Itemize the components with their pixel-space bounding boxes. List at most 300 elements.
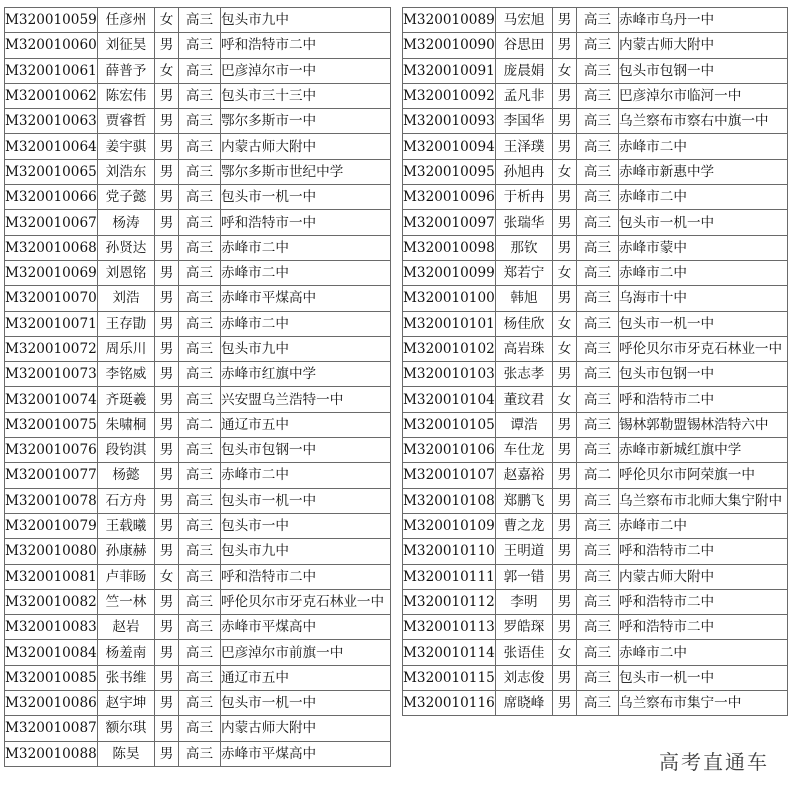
- cell-name: 谷思田: [496, 33, 553, 58]
- cell-name: 李明: [496, 589, 553, 614]
- table-row: [403, 235, 788, 260]
- cell-id: M320010104: [403, 387, 496, 412]
- cell-name: 席晓峰: [496, 691, 553, 716]
- cell-grade: 高三: [179, 185, 221, 210]
- cell-gender: 男: [155, 336, 179, 361]
- cell-gender: 男: [155, 260, 179, 285]
- cell-gender: 男: [155, 716, 179, 741]
- cell-grade: 高三: [577, 640, 619, 665]
- cell-gender: 男: [155, 665, 179, 690]
- cell-grade: 高三: [577, 362, 619, 387]
- cell-grade: 高三: [577, 235, 619, 260]
- cell-gender: 男: [553, 412, 577, 437]
- cell-grade: 高三: [577, 8, 619, 33]
- table-row: [5, 387, 391, 412]
- table-row: [5, 311, 391, 336]
- cell-grade: 高三: [577, 33, 619, 58]
- cell-grade: 高三: [179, 438, 221, 463]
- cell-name: 卢菲旸: [98, 564, 155, 589]
- cell-school: 赤峰市二中: [221, 311, 391, 336]
- cell-id: M320010088: [5, 741, 98, 766]
- cell-id: M320010096: [403, 185, 496, 210]
- table-row: [403, 58, 788, 83]
- cell-name: 罗皓琛: [496, 615, 553, 640]
- cell-school: 包头市一机一中: [619, 665, 788, 690]
- cell-name: 董玟君: [496, 387, 553, 412]
- cell-id: M320010111: [403, 564, 496, 589]
- cell-id: M320010100: [403, 286, 496, 311]
- cell-school: 呼和浩特市二中: [619, 539, 788, 564]
- table-row: [403, 463, 788, 488]
- cell-name: 杨羞南: [98, 640, 155, 665]
- cell-school: 包头市一机一中: [619, 311, 788, 336]
- cell-gender: 男: [553, 691, 577, 716]
- cell-gender: 男: [155, 691, 179, 716]
- table-row: [403, 412, 788, 437]
- table-row: [403, 691, 788, 716]
- cell-name: 额尔琪: [98, 716, 155, 741]
- cell-school: 包头市包钢一中: [619, 58, 788, 83]
- cell-grade: 高三: [577, 134, 619, 159]
- table-row: [5, 463, 391, 488]
- cell-school: 包头市九中: [221, 539, 391, 564]
- cell-grade: 高三: [179, 109, 221, 134]
- cell-name: 韩旭: [496, 286, 553, 311]
- cell-id: M320010074: [5, 387, 98, 412]
- cell-gender: 男: [553, 615, 577, 640]
- cell-school: 包头市一中: [221, 513, 391, 538]
- cell-school: 鄂尔多斯市一中: [221, 109, 391, 134]
- cell-name: 谭浩: [496, 412, 553, 437]
- cell-gender: 男: [155, 159, 179, 184]
- cell-grade: 高三: [577, 210, 619, 235]
- cell-name: 刘志俊: [496, 665, 553, 690]
- cell-id: M320010087: [5, 716, 98, 741]
- cell-gender: 男: [155, 235, 179, 260]
- cell-name: 齐珽羲: [98, 387, 155, 412]
- cell-gender: 女: [553, 311, 577, 336]
- table-row: [403, 185, 788, 210]
- cell-name: 孙贤达: [98, 235, 155, 260]
- cell-gender: 男: [553, 438, 577, 463]
- cell-gender: 男: [155, 438, 179, 463]
- cell-gender: 女: [553, 159, 577, 184]
- cell-school: 包头市一机一中: [221, 691, 391, 716]
- cell-id: M320010089: [403, 8, 496, 33]
- cell-gender: 男: [155, 362, 179, 387]
- cell-school: 赤峰市二中: [221, 260, 391, 285]
- cell-name: 郑若宁: [496, 260, 553, 285]
- cell-id: M320010101: [403, 311, 496, 336]
- cell-name: 那钦: [496, 235, 553, 260]
- cell-grade: 高三: [179, 539, 221, 564]
- cell-school: 赤峰市二中: [619, 185, 788, 210]
- cell-name: 郭一错: [496, 564, 553, 589]
- table-row: [403, 589, 788, 614]
- cell-gender: 男: [155, 513, 179, 538]
- table-row: [5, 539, 391, 564]
- cell-grade: 高三: [179, 83, 221, 108]
- cell-id: M320010113: [403, 615, 496, 640]
- cell-grade: 高三: [577, 564, 619, 589]
- cell-gender: 男: [553, 665, 577, 690]
- cell-gender: 男: [155, 412, 179, 437]
- cell-school: 包头市九中: [221, 336, 391, 361]
- cell-name: 刘征昊: [98, 33, 155, 58]
- cell-school: 赤峰市二中: [619, 134, 788, 159]
- cell-id: M320010095: [403, 159, 496, 184]
- cell-name: 杨涛: [98, 210, 155, 235]
- cell-gender: 男: [553, 463, 577, 488]
- cell-grade: 高三: [577, 286, 619, 311]
- cell-gender: 男: [553, 513, 577, 538]
- cell-id: M320010106: [403, 438, 496, 463]
- table-row: [5, 286, 391, 311]
- cell-grade: 高三: [577, 336, 619, 361]
- cell-grade: 高三: [577, 109, 619, 134]
- cell-grade: 高三: [179, 640, 221, 665]
- cell-name: 姜宇骐: [98, 134, 155, 159]
- cell-grade: 高三: [577, 589, 619, 614]
- cell-grade: 高三: [179, 286, 221, 311]
- table-row: [5, 185, 391, 210]
- cell-name: 张瑞华: [496, 210, 553, 235]
- cell-id: M320010064: [5, 134, 98, 159]
- cell-gender: 男: [553, 8, 577, 33]
- table-row: [403, 311, 788, 336]
- cell-grade: 高二: [577, 463, 619, 488]
- cell-id: M320010062: [5, 83, 98, 108]
- cell-grade: 高三: [179, 210, 221, 235]
- cell-school: 呼和浩特市二中: [221, 33, 391, 58]
- cell-id: M320010086: [5, 691, 98, 716]
- table-row: [403, 564, 788, 589]
- cell-school: 赤峰市乌丹一中: [619, 8, 788, 33]
- cell-school: 内蒙古师大附中: [221, 716, 391, 741]
- cell-grade: 高三: [179, 134, 221, 159]
- cell-name: 王泽璞: [496, 134, 553, 159]
- cell-school: 巴彦淖尔市临河一中: [619, 83, 788, 108]
- cell-gender: 男: [155, 134, 179, 159]
- table-row: [403, 539, 788, 564]
- table-row: [403, 488, 788, 513]
- cell-grade: 高三: [179, 589, 221, 614]
- cell-name: 郑鹏飞: [496, 488, 553, 513]
- cell-grade: 高三: [179, 58, 221, 83]
- cell-grade: 高三: [179, 488, 221, 513]
- cell-name: 于析冉: [496, 185, 553, 210]
- cell-school: 赤峰市二中: [221, 235, 391, 260]
- cell-grade: 高三: [179, 33, 221, 58]
- cell-name: 刘浩东: [98, 159, 155, 184]
- cell-school: 兴安盟乌兰浩特一中: [221, 387, 391, 412]
- cell-grade: 高三: [577, 691, 619, 716]
- cell-gender: 女: [155, 58, 179, 83]
- table-row: [5, 362, 391, 387]
- cell-grade: 高三: [577, 311, 619, 336]
- table-row: [403, 387, 788, 412]
- cell-id: M320010114: [403, 640, 496, 665]
- cell-gender: 男: [155, 83, 179, 108]
- cell-name: 车仕龙: [496, 438, 553, 463]
- cell-grade: 高三: [179, 159, 221, 184]
- cell-name: 任彦州: [98, 8, 155, 33]
- cell-id: M320010078: [5, 488, 98, 513]
- cell-school: 包头市包钢一中: [619, 362, 788, 387]
- cell-grade: 高三: [577, 387, 619, 412]
- table-row: [5, 260, 391, 285]
- cell-name: 庞晨娟: [496, 58, 553, 83]
- cell-school: 呼和浩特市二中: [619, 615, 788, 640]
- cell-name: 赵宇坤: [98, 691, 155, 716]
- cell-school: 巴彦淖尔市一中: [221, 58, 391, 83]
- cell-school: 通辽市五中: [221, 412, 391, 437]
- cell-school: 赤峰市平煤高中: [221, 741, 391, 766]
- cell-gender: 男: [553, 564, 577, 589]
- cell-id: M320010108: [403, 488, 496, 513]
- cell-school: 包头市包钢一中: [221, 438, 391, 463]
- cell-school: 鄂尔多斯市世纪中学: [221, 159, 391, 184]
- cell-gender: 男: [553, 488, 577, 513]
- cell-school: 包头市三十三中: [221, 83, 391, 108]
- cell-grade: 高三: [577, 488, 619, 513]
- cell-name: 曹之龙: [496, 513, 553, 538]
- cell-id: M320010077: [5, 463, 98, 488]
- table-row: [403, 33, 788, 58]
- cell-gender: 男: [553, 210, 577, 235]
- cell-gender: 男: [155, 210, 179, 235]
- cell-school: 赤峰市红旗中学: [221, 362, 391, 387]
- cell-id: M320010070: [5, 286, 98, 311]
- table-row: [403, 438, 788, 463]
- cell-grade: 高三: [577, 412, 619, 437]
- table-row: [5, 691, 391, 716]
- table-row: [5, 336, 391, 361]
- cell-gender: 男: [553, 539, 577, 564]
- cell-name: 李铭威: [98, 362, 155, 387]
- table-row: [5, 615, 391, 640]
- cell-id: M320010061: [5, 58, 98, 83]
- cell-name: 孙康赫: [98, 539, 155, 564]
- cell-gender: 男: [155, 488, 179, 513]
- cell-id: M320010109: [403, 513, 496, 538]
- cell-gender: 男: [553, 362, 577, 387]
- cell-gender: 男: [155, 539, 179, 564]
- table-row: [5, 640, 391, 665]
- cell-gender: 男: [155, 615, 179, 640]
- cell-school: 呼伦贝尔市阿荣旗一中: [619, 463, 788, 488]
- cell-grade: 高三: [179, 336, 221, 361]
- cell-grade: 高三: [577, 513, 619, 538]
- table-row: [403, 210, 788, 235]
- cell-id: M320010071: [5, 311, 98, 336]
- cell-school: 呼和浩特市一中: [221, 210, 391, 235]
- cell-school: 赤峰市二中: [619, 513, 788, 538]
- cell-grade: 高三: [179, 716, 221, 741]
- cell-school: 内蒙古师大附中: [619, 33, 788, 58]
- cell-grade: 高三: [577, 438, 619, 463]
- cell-school: 赤峰市平煤高中: [221, 286, 391, 311]
- cell-name: 马宏旭: [496, 8, 553, 33]
- cell-id: M320010112: [403, 589, 496, 614]
- cell-school: 包头市九中: [221, 8, 391, 33]
- cell-grade: 高三: [577, 185, 619, 210]
- cell-grade: 高三: [577, 665, 619, 690]
- cell-school: 赤峰市蒙中: [619, 235, 788, 260]
- cell-school: 内蒙古师大附中: [619, 564, 788, 589]
- cell-id: M320010082: [5, 589, 98, 614]
- table-row: [5, 210, 391, 235]
- cell-id: M320010063: [5, 109, 98, 134]
- cell-school: 锡林郭勒盟锡林浩特六中: [619, 412, 788, 437]
- table-row: [5, 741, 391, 766]
- cell-grade: 高三: [179, 311, 221, 336]
- cell-name: 石方舟: [98, 488, 155, 513]
- cell-school: 内蒙古师大附中: [221, 134, 391, 159]
- cell-name: 张语佳: [496, 640, 553, 665]
- cell-gender: 男: [155, 463, 179, 488]
- cell-grade: 高三: [179, 8, 221, 33]
- cell-id: M320010065: [5, 159, 98, 184]
- cell-gender: 男: [155, 185, 179, 210]
- cell-school: 赤峰市新城红旗中学: [619, 438, 788, 463]
- cell-gender: 男: [553, 235, 577, 260]
- cell-id: M320010059: [5, 8, 98, 33]
- cell-school: 通辽市五中: [221, 665, 391, 690]
- table-row: [403, 260, 788, 285]
- cell-school: 乌兰察布市北师大集宁附中: [619, 488, 788, 513]
- cell-id: M320010073: [5, 362, 98, 387]
- cell-gender: 男: [553, 286, 577, 311]
- cell-name: 党子懿: [98, 185, 155, 210]
- cell-gender: 女: [155, 564, 179, 589]
- table-row: [403, 336, 788, 361]
- cell-name: 高岩珠: [496, 336, 553, 361]
- cell-id: M320010085: [5, 665, 98, 690]
- table-row: [5, 58, 391, 83]
- roster-table-right: [402, 7, 788, 716]
- cell-gender: 男: [155, 589, 179, 614]
- table-row: [5, 665, 391, 690]
- cell-name: 周乐川: [98, 336, 155, 361]
- table-row: [5, 235, 391, 260]
- cell-name: 王载曦: [98, 513, 155, 538]
- cell-school: 巴彦淖尔市前旗一中: [221, 640, 391, 665]
- cell-school: 赤峰市新惠中学: [619, 159, 788, 184]
- cell-id: M320010072: [5, 336, 98, 361]
- cell-grade: 高三: [577, 58, 619, 83]
- cell-id: M320010102: [403, 336, 496, 361]
- table-row: [5, 716, 391, 741]
- cell-id: M320010098: [403, 235, 496, 260]
- cell-gender: 男: [553, 83, 577, 108]
- cell-name: 杨懿: [98, 463, 155, 488]
- cell-gender: 男: [155, 741, 179, 766]
- cell-school: 乌兰察布市察右中旗一中: [619, 109, 788, 134]
- cell-gender: 女: [553, 387, 577, 412]
- cell-name: 赵岩: [98, 615, 155, 640]
- cell-name: 段钧淇: [98, 438, 155, 463]
- cell-grade: 高三: [577, 260, 619, 285]
- cell-grade: 高三: [179, 615, 221, 640]
- watermark-text: 高考直通车: [659, 750, 769, 774]
- cell-gender: 男: [155, 286, 179, 311]
- cell-id: M320010090: [403, 33, 496, 58]
- cell-name: 孙旭冉: [496, 159, 553, 184]
- cell-gender: 男: [553, 109, 577, 134]
- table-row: [5, 134, 391, 159]
- cell-name: 张书维: [98, 665, 155, 690]
- table-row: [403, 640, 788, 665]
- table-row: [403, 513, 788, 538]
- roster-table-left: [4, 7, 391, 767]
- table-row: [5, 412, 391, 437]
- table-row: [5, 488, 391, 513]
- table-row: [5, 589, 391, 614]
- cell-grade: 高三: [577, 159, 619, 184]
- cell-id: M320010081: [5, 564, 98, 589]
- cell-name: 张志孝: [496, 362, 553, 387]
- cell-name: 陈宏伟: [98, 83, 155, 108]
- cell-school: 呼伦贝尔市牙克石林业一中: [619, 336, 788, 361]
- cell-id: M320010067: [5, 210, 98, 235]
- cell-id: M320010075: [5, 412, 98, 437]
- cell-school: 呼和浩特市二中: [619, 589, 788, 614]
- table-row: [403, 159, 788, 184]
- cell-name: 贾睿哲: [98, 109, 155, 134]
- cell-school: 呼和浩特市二中: [619, 387, 788, 412]
- table-row: [403, 665, 788, 690]
- cell-name: 陈昊: [98, 741, 155, 766]
- table-row: [403, 362, 788, 387]
- cell-gender: 女: [553, 640, 577, 665]
- cell-name: 孟凡非: [496, 83, 553, 108]
- cell-name: 刘浩: [98, 286, 155, 311]
- cell-gender: 男: [553, 33, 577, 58]
- cell-school: 乌兰察布市集宁一中: [619, 691, 788, 716]
- cell-id: M320010115: [403, 665, 496, 690]
- cell-id: M320010068: [5, 235, 98, 260]
- cell-id: M320010091: [403, 58, 496, 83]
- cell-grade: 高三: [577, 83, 619, 108]
- table-row: [403, 615, 788, 640]
- table-row: [5, 109, 391, 134]
- cell-gender: 男: [155, 33, 179, 58]
- cell-id: M320010080: [5, 539, 98, 564]
- cell-school: 包头市一机一中: [221, 185, 391, 210]
- cell-id: M320010116: [403, 691, 496, 716]
- cell-id: M320010105: [403, 412, 496, 437]
- cell-gender: 女: [155, 8, 179, 33]
- cell-gender: 男: [553, 589, 577, 614]
- cell-name: 竺一林: [98, 589, 155, 614]
- table-row: [5, 33, 391, 58]
- cell-name: 刘恩铭: [98, 260, 155, 285]
- table-row: [5, 564, 391, 589]
- cell-gender: 女: [553, 260, 577, 285]
- cell-gender: 男: [155, 387, 179, 412]
- table-row: [403, 134, 788, 159]
- table-row: [403, 8, 788, 33]
- cell-school: 赤峰市平煤高中: [221, 615, 391, 640]
- cell-id: M320010093: [403, 109, 496, 134]
- table-row: [403, 109, 788, 134]
- cell-id: M320010060: [5, 33, 98, 58]
- cell-id: M320010110: [403, 539, 496, 564]
- cell-gender: 男: [553, 185, 577, 210]
- cell-id: M320010079: [5, 513, 98, 538]
- cell-school: 赤峰市二中: [619, 640, 788, 665]
